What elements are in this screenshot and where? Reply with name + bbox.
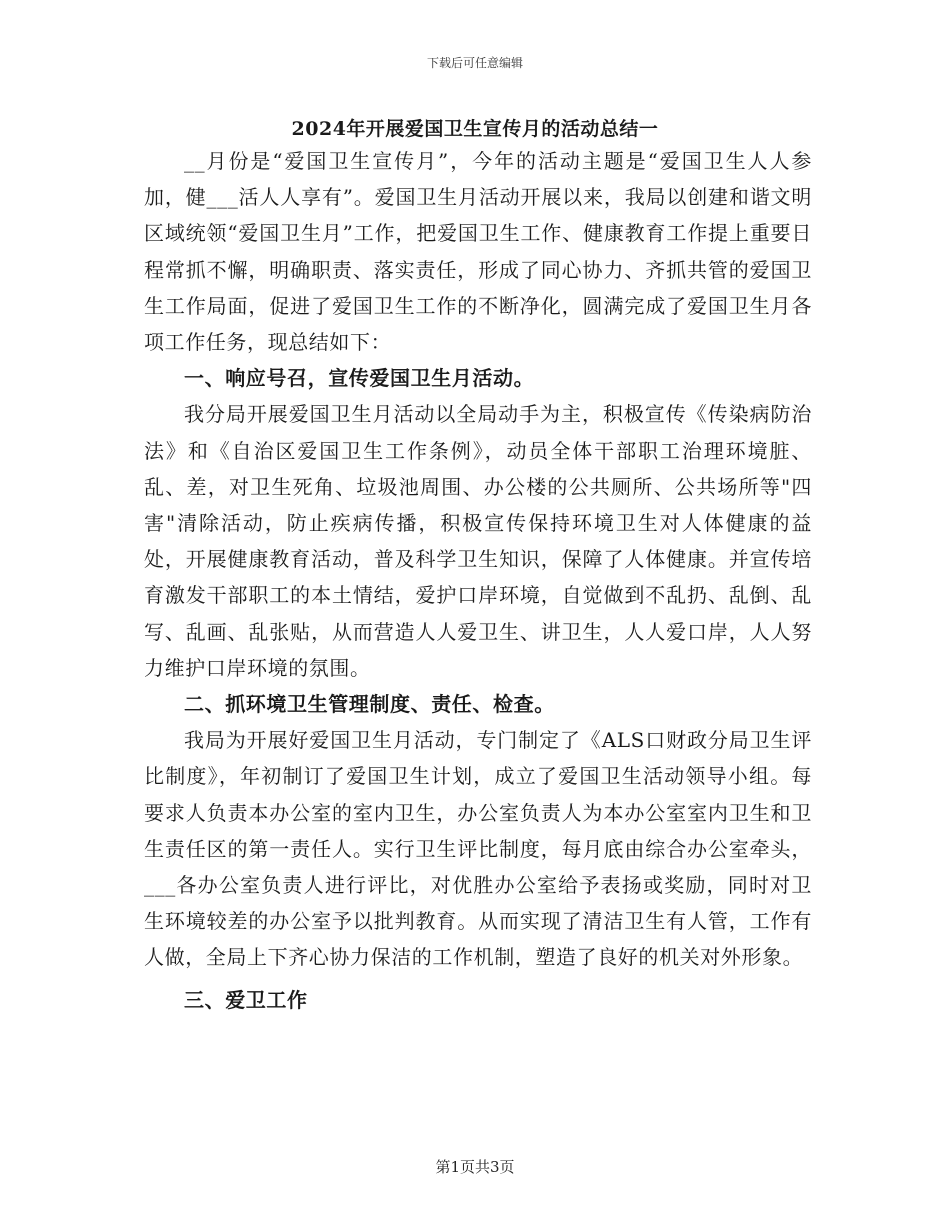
document-body xyxy=(144,143,812,1018)
section-1-paragraph: 我分局开展爱国卫生月活动以全局动手为主，积极宣传《传染病防治法》和《自治区爱国卫生工作条例》，动员全体干部职工治理环境脏、乱、差，对卫生死角、垃圾池周围、办公楼的公共厕所、公共场所等"四害"清除活动，防止疾病传播，积极宣传保持环境卫生对人体健康的益处，开展健康教育活动，普及科学卫生知识，保障了人体健康。并宣传培育激发干部职工的本土情结，爱护口岸环境，自觉做到不乱扔、乱倒、乱写、乱画、乱张贴，从而营造人人爱卫生、讲卫生，人人爱口岸，人人努力维护口岸环境的氛围。 xyxy=(144,402,812,680)
document-title: 2024年开展爱国卫生宣传月的活动总结一 xyxy=(291,118,659,140)
section-heading-2: 二、抓环境卫生管理制度、责任、检查。 xyxy=(184,692,555,717)
header-note: 下载后可任意编辑 xyxy=(426,56,523,70)
intro-paragraph: __月份是“爱国卫生宣传月”，今年的活动主题是“爱国卫生人人参加，健___活人人享有”。爱国卫生月活动开展以来，我局以创建和谐文明区域统领“爱国卫生月”工作，把爱国卫生工作、健康教育工作提上重要日程常抓不懈，明确职责、落实责任，形成了同心协力、齐抓共管的爱国卫生工作局面，促进了爱国卫生工作的不断净化，圆满完成了爱国卫生月各项工作任务，现总结如下： xyxy=(144,149,812,355)
section-heading-1: 一、响应号召，宣传爱国卫生月活动。 xyxy=(184,366,535,391)
section-heading-3: 三、爱卫工作 xyxy=(184,987,308,1012)
section-2-paragraph: 我局为开展好爱国卫生月活动，专门制定了《ALS口财政分局卫生评比制度》，年初制订了爱国卫生计划，成立了爱国卫生活动领导小组。每要求人负责本办公室的室内卫生，办公室负责人为本办公室室内卫生和卫生责任区的第一责任人。实行卫生评比制度，每月底由综合办公室牵头，___各办公室负责人进行评比，对优胜办公室给予表扬或奖励，同时对卫生环境较差的办公室予以批判教育。从而实现了清洁卫生有人管，工作有人做，全局上下齐心协力保洁的工作机制，塑造了良好的机关对外形象。 xyxy=(144,728,812,970)
page-number: 第1页共3页 xyxy=(435,1158,515,1176)
